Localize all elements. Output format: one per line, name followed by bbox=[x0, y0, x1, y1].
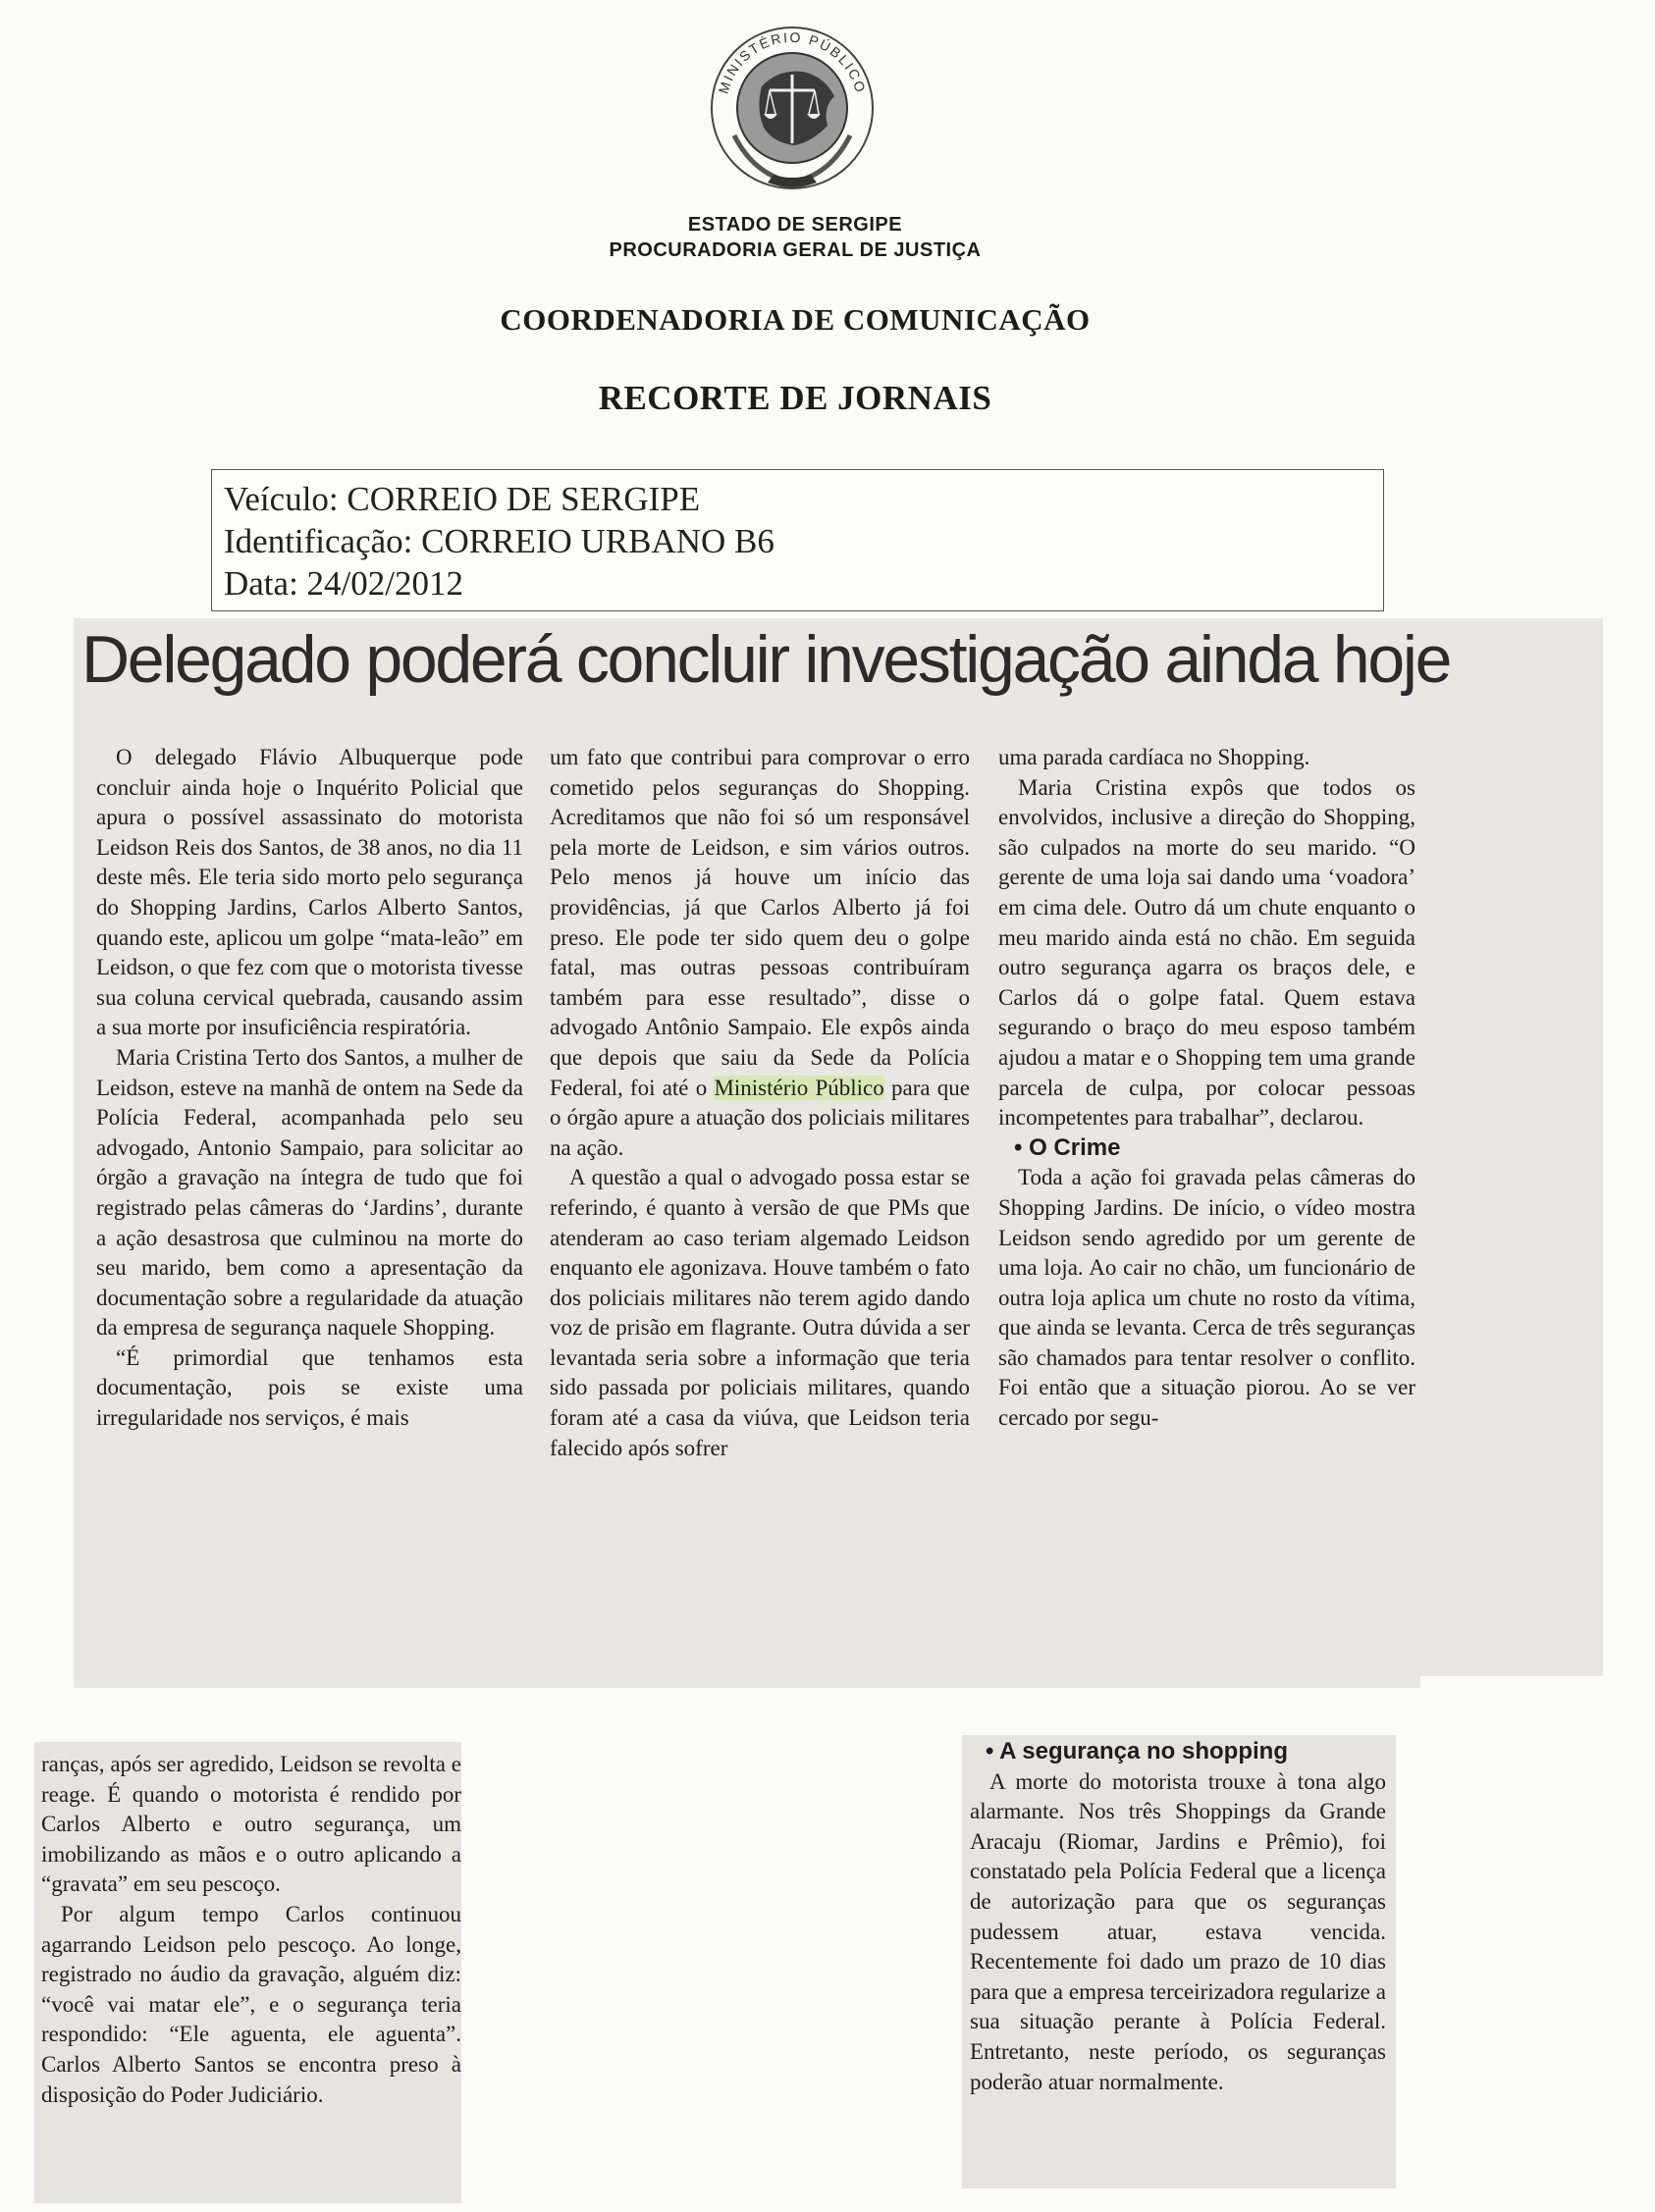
paragraph: Maria Cristina Terto dos Santos, a mulher de Leidson, esteve na manhã de ontem na Sede da Polícia Federal, acompanhada pelo seu advogado, Antonio Sampaio, para solicitar ao órgão a gravação na íntegra de tudo que foi registrado pelas câmeras do ‘Jardins’, durante a ação desastrosa que culminou na morte do seu marido, bem como a apresentação da documentação sobre a regularidade da atuação da empresa de segurança naquele Shopping. bbox=[96, 1044, 523, 1341]
paragraph-text: um fato que contribui para comprovar o erro cometido pelos seguranças do Shopping. Acreditamos que não foi só um responsável pela morte de Leidson, e sim vários outros. Pelo menos já houve um início das providências, já que Carlos Alberto já foi preso. Ele pode ter sido quem deu o golpe fatal, mas outras pessoas contribuíram também para esse resultado”, disse o advogado Antônio Sampaio. Ele expôs ainda que depois que saiu da Sede da Polícia Federal, foi até o bbox=[550, 745, 970, 1100]
subheading-seguranca: • A segurança no shopping bbox=[986, 1738, 1288, 1764]
article-headline: Delegado poderá concluir investigação ainda hoje bbox=[81, 622, 1451, 697]
article-column-2 bbox=[550, 743, 970, 1463]
paragraph: “É primordial que tenhamos esta documentação, pois se existe uma irregularidade nos serviços, é mais bbox=[96, 1344, 523, 1431]
article-column-5 bbox=[970, 1737, 1386, 2097]
article-column-4 bbox=[41, 1750, 461, 2110]
paragraph: ranças, após ser agredido, Leidson se revolta e reage. É quando o motorista é rendido por Carlos Alberto e outro segurança, um imobilizando as mãos e o outro aplicando a “gravata” em seu pescoço. bbox=[41, 1752, 461, 1897]
meta-data: Data: 24/02/2012 bbox=[224, 564, 463, 603]
paragraph-text: para que o órgão apure a atuação dos policiais militares na ação. bbox=[550, 1075, 970, 1160]
coordination-title: COORDENADORIA DE COMUNICAÇÃO bbox=[500, 302, 1091, 337]
meta-identificacao: Identificação: CORREIO URBANO B6 bbox=[224, 522, 774, 560]
paragraph: A morte do motorista trouxe à tona algo alarmante. Nos três Shoppings da Grande Aracaju (Riomar, Jardins e Prêmio), foi constatado pela Polícia Federal que a licença de autorização para que os seguranças pudessem atuar, estava vencida. Recentemente foi dado um prazo de 10 dias para que a empresa terceirizadora regularize a sua situação perante à Polícia Federal. Entretanto, neste período, os seguranças poderão atuar normalmente. bbox=[970, 1768, 1386, 2094]
paragraph: O delegado Flávio Albuquerque pode concluir ainda hoje o Inquérito Policial que apura o possível assassinato do motorista Leidson Reis dos Santos, de 38 anos, no dia 11 deste mês. Ele teria sido morto pelo segurança do Shopping Jardins, Carlos Alberto Santos, quando este, aplicou um golpe “mata-leão” em Leidson, o que fez com que o motorista tivesse sua coluna cervical quebrada, causando assim a sua morte por insuficiência respiratória. bbox=[96, 745, 523, 1040]
org-line-procuradoria: PROCURADORIA GERAL DE JUSTIÇA bbox=[609, 239, 982, 261]
subheading-crime: • O Crime bbox=[1014, 1133, 1121, 1161]
article-column-3 bbox=[998, 743, 1415, 1434]
paragraph: A questão a qual o advogado possa estar se referindo, é quanto à versão de que PMs que atenderam ao caso teriam algemado Leidson enquanto ele agonizava. Houve também o fato dos policiais militares não terem agido dando voz de prisão em flagrante. Outra dúvida a ser levantada seria sobre a informação que teria sido passada por policiais militares, quando foram até a casa da viúva, que Leidson teria falecido após sofrer bbox=[550, 1165, 970, 1460]
paragraph: Maria Cristina expôs que todos os envolvidos, inclusive a direção do Shopping, são culpados na morte do seu marido. “O gerente de uma loja sai dando uma ‘voadora’ em cima dele. Outro dá um chute enquanto o meu marido ainda está no chão. Em seguida outro segurança agarra os braços dele, e Carlos dá o golpe fatal. Quem estava segurando o braço do meu esposo também ajudou a matar e o Shopping tem uma grande parcela de culpa, por colocar pessoas incompetentes para trabalhar”, declarou. bbox=[998, 774, 1415, 1131]
section-title: RECORTE DE JORNAIS bbox=[598, 379, 992, 417]
paragraph: uma parada cardíaca no Shopping. bbox=[998, 745, 1310, 769]
highlighted-text: Ministério Público bbox=[714, 1075, 884, 1100]
seal-text: MINISTÉRIO PÚBLICO bbox=[715, 28, 870, 96]
paragraph: Toda a ação foi gravada pelas câmeras do Shopping Jardins. De início, o vídeo mostra Leidson sendo agredido por um gerente de uma loja. Ao cair no chão, um funcionário de outra loja aplica um chute no rosto da vítima, que ainda se levanta. Cerca de três seguranças são chamados para tentar resolver o conflito. Foi então que a situação piorou. Ao se ver cercado por segu- bbox=[998, 1165, 1415, 1431]
metadata-box bbox=[211, 469, 1384, 611]
paragraph bbox=[550, 743, 970, 1163]
paragraph: Por algum tempo Carlos continuou agarrando Leidson pelo pescoço. Ao longe, registrado no áudio da gravação, alguém diz: “você vai matar ele”, e o segurança teria respondido: “Ele aguenta, ele aguenta”. Carlos Alberto Santos se encontra preso à disposição do Poder Judiciário. bbox=[41, 1901, 461, 2107]
org-line-estado: ESTADO DE SERGIPE bbox=[687, 214, 903, 236]
ministerio-publico-seal bbox=[705, 18, 880, 192]
meta-veiculo: Veículo: CORREIO DE SERGIPE bbox=[224, 480, 701, 518]
article-column-1 bbox=[96, 743, 523, 1434]
